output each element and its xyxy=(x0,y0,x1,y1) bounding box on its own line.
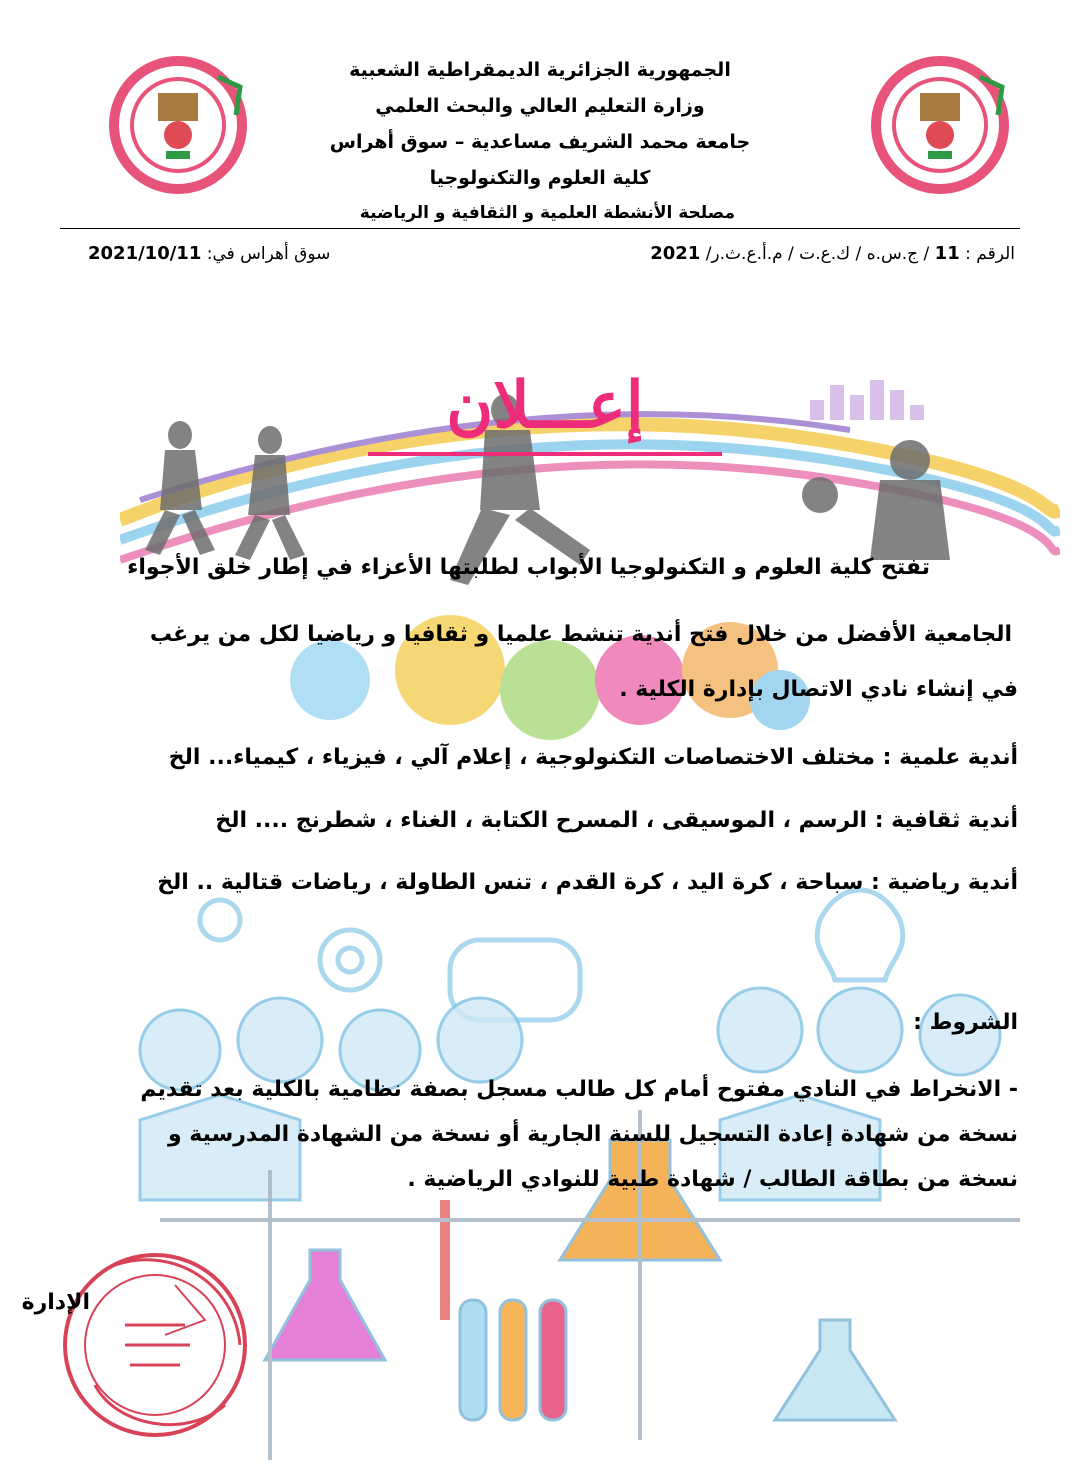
signature-administration: الإدارة xyxy=(21,1290,90,1315)
department-name: مصلحة الأنشطة العلمية و الثقافية و الرياضية xyxy=(359,203,735,223)
official-stamp xyxy=(55,1225,260,1455)
letterhead xyxy=(300,52,780,196)
header-faculty: كلية العلوم والتكنولوجيا xyxy=(429,167,651,189)
condition-line-1: - الانخراط في النادي مفتوح أمام كل طالب مسجل بصفة نظامية بالكلية بعد تقديم xyxy=(140,1077,1018,1102)
paragraph-line-2: الجامعية الأفضل من خلال فتح أندية تنشط علميا و ثقافيا و رياضيا لكل من يرغب xyxy=(149,622,1012,647)
reference-code: / ج.س.ه / ك.ع.ت / م.أ.ع.ث.ر/ xyxy=(705,244,930,264)
header-divider xyxy=(60,228,1020,229)
issue-date xyxy=(88,243,330,264)
reference-number xyxy=(650,243,1015,264)
paragraph-line-3: في إنشاء نادي الاتصال بإدارة الكلية . xyxy=(619,677,1018,702)
culture-clubs-line: أندية ثقافية : الرسم ، الموسيقى ، المسرح الكتابة ، الغناء ، شطرنج .... الخ xyxy=(215,808,1018,833)
header-university: جامعة محمد الشريف مساعدية – سوق أهراس xyxy=(329,131,751,153)
title-underline xyxy=(368,452,722,456)
date-label: سوق أهراس في: xyxy=(206,244,331,264)
reference-year: 2021 xyxy=(650,243,701,264)
header-ministry: وزارة التعليم العالي والبحث العلمي xyxy=(375,95,705,117)
university-logo-left xyxy=(108,55,248,195)
science-clubs-line: أندية علمية : مختلف الاختصاصات التكنولوجية ، إعلام آلي ، فيزياء ، كيمياء... الخ xyxy=(168,745,1018,770)
header-country: الجمهورية الجزائرية الديمقراطية الشعبية xyxy=(349,59,731,81)
conditions-heading: الشروط : xyxy=(913,1010,1018,1035)
condition-line-2: نسخة من شهادة إعادة التسجيل للسنة الجارية أو نسخة من الشهادة المدرسية و xyxy=(167,1122,1018,1147)
paragraph-line-1: تفتح كلية العلوم و التكنولوجيا الأبواب لطلبتها الأعزاء في إطار خلق الأجواء xyxy=(127,555,930,580)
university-logo-right xyxy=(870,55,1010,195)
sports-clubs-line: أندية رياضية : سباحة ، كرة اليد ، كرة القدم ، تنس الطاولة ، رياضات قتالية .. الخ xyxy=(157,870,1018,895)
announcement-title: إعـــلان xyxy=(446,368,644,443)
reference-number-value: 11 xyxy=(934,243,960,264)
condition-line-3: نسخة من بطاقة الطالب / شهادة طبية للنوادي الرياضية . xyxy=(407,1167,1018,1192)
date-value: 2021/10/11 xyxy=(88,243,202,264)
reference-label: الرقم : xyxy=(965,244,1015,264)
